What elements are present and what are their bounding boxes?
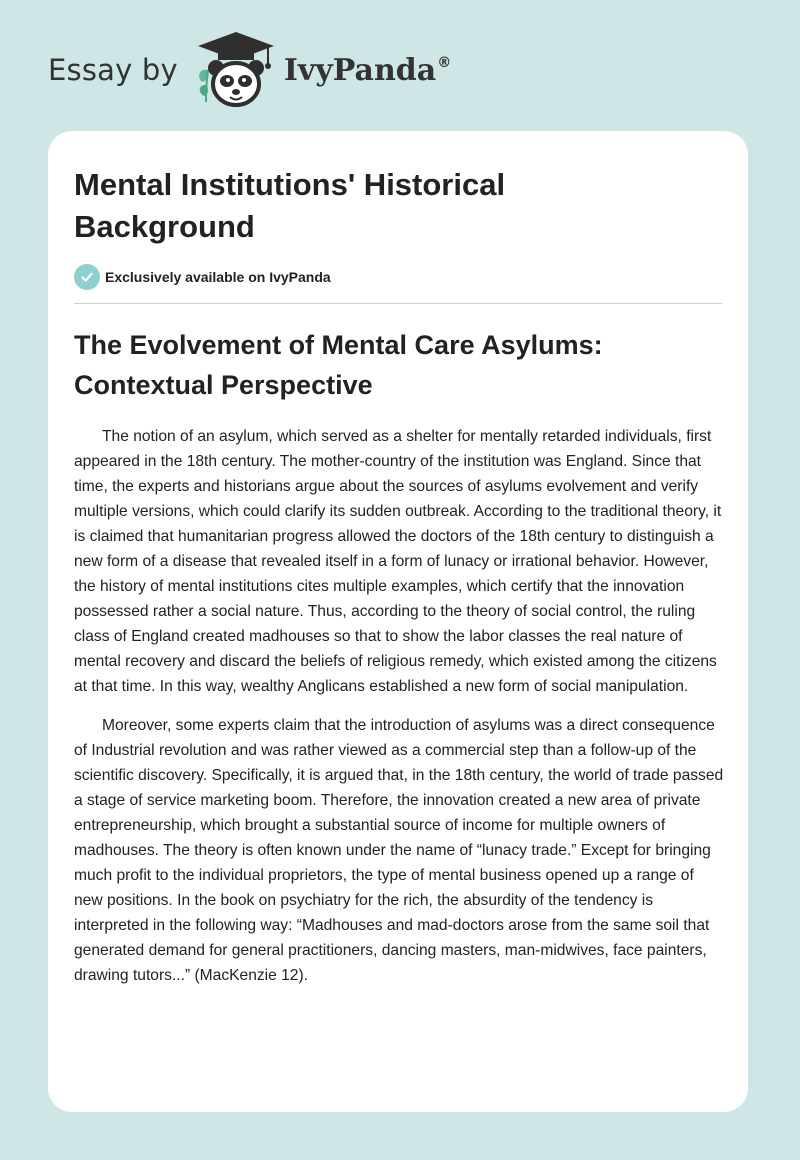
exclusive-badge-label: Exclusively available on IvyPanda [105, 269, 331, 285]
essay-by-label: Essay by [48, 53, 178, 87]
divider [74, 303, 722, 304]
checkmark-icon [74, 264, 100, 290]
paragraph: Moreover, some experts claim that the introduction of asylums was a direct consequence of Industrial revolution and was rather viewed as a commercial step than a follow-up of the scientific discovery. Specifically, it is argued that, in the 18th century, the world of trade passed a stage of service marketing boom. Therefore, the innovation created a new area of private entrepreneurship, which brought a substantial source of income for multiple owners of madhouses. The theory is often known under the name of “lunacy trade.” Except for bringing much profit to the individual proprietors, the type of mental business opened up a range of new positions. In the book on psychiatry for the rich, the absurdity of the tendency is interpreted in the following way: “Madhouses and mad-doctors arose from the same soil that generated demand for general practitioners, dancing masters, man-midwives, face painters, drawing tutors...” (MacKenzie 12). [74, 717, 724, 984]
exclusive-badge [74, 264, 331, 290]
section-heading: The Evolvement of Mental Care Asylums: Contextual Perspective [74, 330, 603, 400]
panda-logo-icon[interactable] [194, 30, 278, 110]
article-body [74, 424, 726, 1002]
registered-mark: ® [437, 54, 452, 71]
essay-card [48, 131, 748, 1112]
page-title: Mental Institutions' Historical Background [74, 167, 506, 244]
paragraph: The notion of an asylum, which served as a shelter for mentally retarded individuals, first appeared in the 18th century. The mother-country of the institution was England. Since that time, the experts and historians argue about the sources of asylums evolvement and verify multiple versions, which could clarify its sudden outbreak. According to the traditional theory, it is claimed that humanitarian progress allowed the doctors of the 18th century to distinguish a new form of a disease that revealed itself in a form of lunacy or irrational behavior. However, the history of mental institutions cites multiple examples, which certify that the innovation possessed rather a social nature. Thus, according to the theory of social control, the ruling class of England created madhouses so that to show the labor classes the real nature of mental recovery and discard the beliefs of religious remedy, which existed among the citizens at that time. In this way, wealthy Anglicans established a new form of social manipulation. [74, 428, 722, 695]
brand-name[interactable]: IvyPanda® [283, 52, 452, 88]
site-header [48, 30, 451, 110]
